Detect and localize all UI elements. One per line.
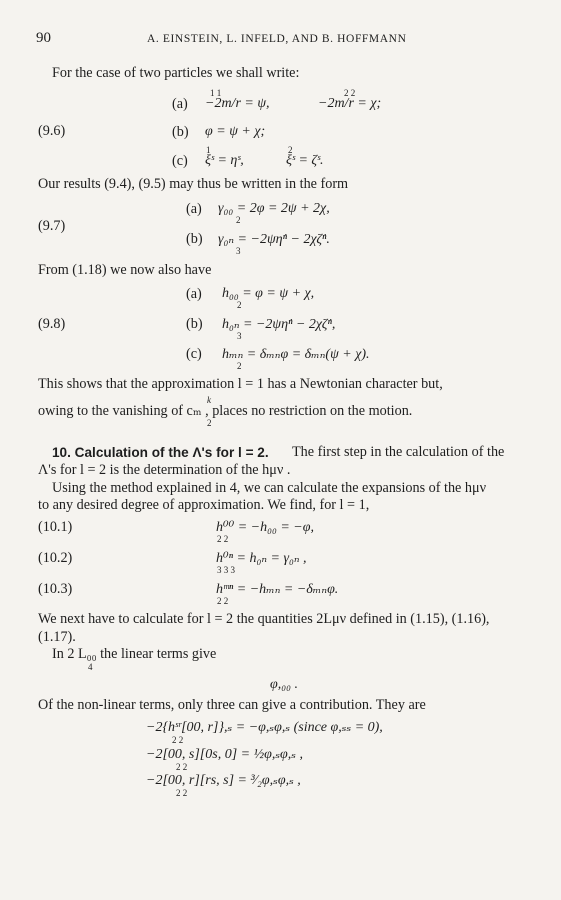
nonlinear-term-1-indices: 2 2: [172, 735, 184, 745]
eq-10-2: h⁰ⁿ = h₀ₙ = γ₀ₙ ,: [216, 551, 307, 566]
eq-9-7b-index: 3: [236, 246, 241, 256]
eq-9-7b: γ₀ₙ = −2ψη̇ⁿ − 2χζ̇ⁿ.: [218, 232, 330, 247]
l00-index: 4: [88, 662, 93, 672]
section10-line1: The first step in the calculation of the: [292, 444, 505, 460]
eq-10-2-indices: 3 3 3: [217, 565, 235, 575]
paragraph-newtonian-2: owing to the vanishing of cₘ , places no restriction on the motion.: [38, 403, 413, 419]
eq-9-7a-tag: (a): [186, 201, 202, 217]
eq-9-8b-index: 3: [237, 331, 242, 341]
eq-9-7a: γ₀₀ = 2φ = 2ψ + 2χ,: [218, 201, 330, 216]
paragraph-from: From (1.18) we now also have: [38, 262, 212, 278]
nonlinear-term-2: −2[00, s][0s, 0] = ½φ,ₛφ,ₛ ,: [146, 747, 304, 762]
nonlinear-term-1: −2{hˢʳ[00, r]},ₛ = −φ,ₛφ,ₛ (since φ,ₛₛ = 0),: [146, 720, 383, 735]
eq-9-6b-tag: (b): [172, 124, 189, 140]
eq-9-6c-index-1: 1: [206, 145, 211, 155]
nonlinear-term-3-indices: 2 2: [176, 788, 188, 798]
eq-9-6c-index-2: 2: [288, 145, 293, 155]
paragraph-nonlinear: Of the non-linear terms, only three can give a contribution. They are: [38, 697, 426, 713]
eq-9-8c-index: 2: [237, 361, 242, 371]
eq-10-3: hᵐⁿ = −hₘₙ = −δₘₙφ.: [216, 582, 339, 597]
eq-10-1-indices: 2 2: [217, 534, 229, 544]
eq-9-8a-index: 2: [237, 300, 242, 310]
nonlinear-term-3: −2[00, r][rs, s] = ³⁄₂φ,ₛφ,ₛ ,: [146, 773, 301, 788]
eq-10-3-indices: 2 2: [217, 596, 229, 606]
eq-9-6c-right: ξˢ = ζˢ.: [286, 153, 324, 168]
eq-9-6a-tag: (a): [172, 96, 188, 112]
eq-10-1: h⁰⁰ = −h₀₀ = −φ,: [216, 520, 314, 535]
eq-9-6a-left: −2m/r = ψ,: [205, 96, 270, 111]
paragraph-results: Our results (9.4), (9.5) may thus be written in the form: [38, 176, 349, 192]
eq-9-6c-left: ξˢ = ηˢ,: [205, 153, 244, 168]
paragraph-next-1: We next have to calculate for l = 2 the quantities 2Lμν defined in (1.15), (1.16),: [38, 611, 490, 627]
section-heading-10: 10. Calculation of the Λ's for l = 2.: [52, 445, 269, 460]
eq-label-9-7: (9.7): [38, 218, 66, 234]
paragraph-next-2: (1.17).: [38, 629, 76, 645]
linear-term: φ,₀₀ .: [270, 677, 298, 692]
eq-9-6c-tag: (c): [172, 153, 188, 169]
paragraph-next-3: In 2 L₀₀ the linear terms give: [52, 646, 217, 662]
cm-index: 2: [207, 418, 212, 428]
cm-superscript: k: [207, 395, 211, 405]
eq-9-6a-index-2: 2 2: [344, 88, 356, 98]
eq-label-9-6: (9.6): [38, 123, 66, 139]
eq-9-6a-right: −2m/r = χ;: [318, 96, 382, 111]
section10-line3: Using the method explained in 4, we can calculate the expansions of the hμν: [52, 480, 487, 496]
section10-line4: to any desired degree of approximation. We find, for l = 1,: [38, 497, 370, 513]
eq-9-8b: h₀ₙ = −2ψη̇ⁿ − 2χζ̇ⁿ,: [222, 317, 336, 332]
eq-9-6b: φ = ψ + χ;: [205, 124, 266, 139]
running-title: A. EINSTEIN, L. INFELD, AND B. HOFFMANN: [147, 33, 407, 45]
eq-9-8c-tag: (c): [186, 346, 202, 362]
eq-9-8c: hₘₙ = δₘₙφ = δₘₙ(ψ + χ).: [222, 347, 370, 362]
nonlinear-term-2-indices: 2 2: [176, 762, 188, 772]
eq-label-10-1: (10.1): [38, 519, 73, 535]
eq-label-10-3: (10.3): [38, 581, 73, 597]
eq-9-8a-tag: (a): [186, 286, 202, 302]
page-number: 90: [36, 30, 51, 46]
eq-9-8b-tag: (b): [186, 316, 203, 332]
eq-label-9-8: (9.8): [38, 316, 66, 332]
eq-9-7a-index: 2: [236, 215, 241, 225]
section10-line2: Λ's for l = 2 is the determination of the hμν .: [38, 462, 291, 478]
eq-9-7b-tag: (b): [186, 231, 203, 247]
eq-9-8a: h₀₀ = φ = ψ + χ,: [222, 286, 315, 301]
eq-label-10-2: (10.2): [38, 550, 73, 566]
intro-line: For the case of two particles we shall write:: [52, 65, 300, 81]
eq-9-6a-index-1: 1 1: [210, 88, 222, 98]
paragraph-newtonian-1: This shows that the approximation l = 1 has a Newtonian character but,: [38, 376, 443, 392]
